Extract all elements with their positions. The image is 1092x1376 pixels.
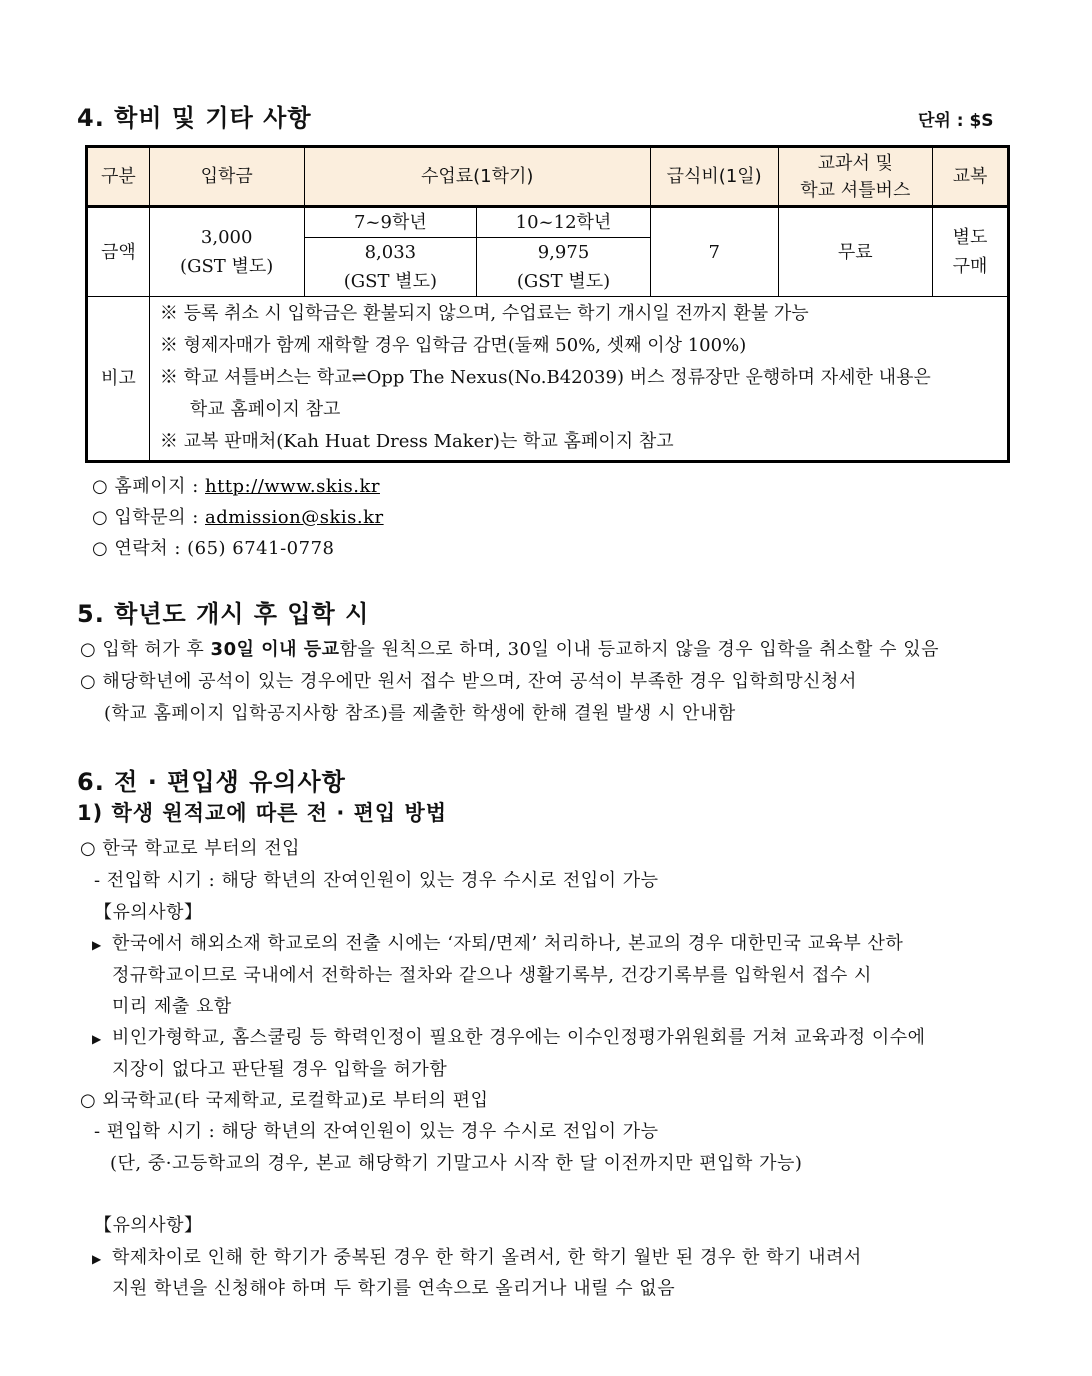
books-bus-value: 무료 [778,207,933,297]
tuition-value-10-12 [477,238,651,297]
table-row [87,207,1009,238]
bullet-triangle-icon: ▶ [92,1252,102,1266]
homepage-line [92,472,380,498]
note-line: ※ 등록 취소 시 입학금은 환불되지 않으며, 수업료는 학기 개시일 전까지 환불 가능 [159,303,809,324]
note-line: 학교 홈페이지 참고 [189,399,341,420]
section-6-title: 6. 전 · 편입생 유의사항 [77,768,346,796]
header-books-bus [778,147,933,207]
list-item: ○ 외국학교(타 국제학교, 로컬학교)로 부터의 편입 [80,1090,489,1111]
uniform-text-1: 별도 [952,227,988,248]
header-bus: 학교 셔틀버스 [800,179,911,201]
phone-line: ○ 연락처 : (65) 6741-0778 [92,538,335,559]
header-uniform: 교복 [933,147,1009,207]
homepage-link[interactable]: http://www.skis.kr [205,476,380,497]
bullet-triangle-icon: ▶ [92,938,102,952]
list-item [92,1243,862,1269]
list-item: ○ 한국 학교로 부터의 전입 [80,838,300,859]
homepage-label: ○ 홈페이지 : [92,476,205,497]
sec5-line-1-bold: 30일 이내 등교 [210,639,340,660]
admission-contact-label: ○ 입학문의 : [92,507,205,528]
meal-value: 7 [650,207,778,297]
admission-fee-note: (GST 별도) [180,256,274,277]
notes-cell [149,297,1008,462]
tuition-amount-7-9: 8,033 [364,242,417,263]
admission-email-link[interactable]: admission@skis.kr [205,507,384,528]
tuition-note-10-12: (GST 별도) [516,271,611,292]
header-category: 구분 [87,147,150,207]
sec5-line-2: ○ 해당학년에 공석이 있는 경우에만 원서 접수 받으며, 잔여 공석이 부족한 경우 입학희망신청서 [80,671,857,692]
header-meal: 급식비(1일) [650,147,778,207]
list-item [92,929,903,955]
header-tuition: 수업료(1학기) [304,147,650,207]
note-line: ※ 교복 판매처(Kah Huat Dress Maker)는 학교 홈페이지 참고 [159,431,674,452]
list-item: - 전입학 시기 : 해당 학년의 잔여인원이 있는 경우 수시로 전입이 가능 [94,870,659,891]
table-row-notes [87,297,1009,462]
sec5-line-3: (학교 홈페이지 입학공지사항 참조)를 제출한 학생에 한해 결원 발생 시 안내함 [104,703,736,724]
list-item: - 편입학 시기 : 해당 학년의 잔여인원이 있는 경우 수시로 전입이 가능 [94,1121,659,1142]
section-4-title: 4. 학비 및 기타 사항 [77,104,312,132]
tuition-amount-10-12: 9,975 [537,242,590,263]
fee-table [85,145,1010,463]
row-label-notes: 비고 [87,297,150,462]
admission-fee-cell [149,207,304,297]
row-label-amount: 금액 [87,207,150,297]
list-item: 정규학교이므로 국내에서 전학하는 절차와 같으나 생활기록부, 건강기록부를 입학원서 접수 시 [112,965,872,986]
list-item: 지원 학년을 신청해야 하며 두 학기를 연속으로 올리거나 내릴 수 없음 [112,1278,676,1299]
tuition-note-7-9: (GST 별도) [343,271,437,292]
header-books: 교과서 및 [817,152,893,174]
list-item: 미리 제출 요함 [112,996,232,1017]
list-item: 지장이 없다고 판단될 경우 입학을 허가함 [112,1059,448,1080]
tuition-grade-7-9: 7~9학년 [304,207,477,238]
list-item: 【유의사항】 [94,902,203,923]
list-item: 【유의사항】 [94,1215,203,1236]
uniform-value [933,207,1009,297]
sec5-line-1-start: ○ 입학 허가 후 [80,639,211,660]
sec5-line-1-end: 함을 원칙으로 하며, 30일 이내 등교하지 않을 경우 입학을 취소할 수 있음 [339,639,940,660]
admission-fee-value: 3,000 [200,227,253,248]
table-header-row [87,147,1009,207]
tuition-value-7-9 [304,238,477,297]
list-item [92,1023,926,1049]
bullet-triangle-icon: ▶ [92,1032,102,1046]
section-5-title: 5. 학년도 개시 후 입학 시 [77,600,370,628]
section-6-subtitle: 1) 학생 원적교에 따른 전 · 편입 방법 [77,801,448,825]
tuition-grade-10-12: 10~12학년 [477,207,651,238]
uniform-text-2: 구매 [952,256,988,277]
list-item-text: 한국에서 해외소재 학교로의 전출 시에는 ‘자퇴/면제’ 처리하나, 본교의 경우 대한민국 교육부 산하 [112,933,904,954]
unit-label: 단위 : $S [918,111,994,131]
admission-contact-line [92,503,384,529]
header-admission-fee: 입학금 [149,147,304,207]
note-line: ※ 형제자매가 함께 재학할 경우 입학금 감면(둘째 50%, 셋째 이상 100%) [159,335,747,356]
note-line: ※ 학교 셔틀버스는 학교⇌Opp The Nexus(No.B42039) 버스 정류장만 운행하며 자세한 내용은 [159,367,931,388]
list-item: (단, 중·고등학교의 경우, 본교 해당학기 기말고사 시작 한 달 이전까지만 편입학 가능) [110,1153,803,1174]
list-item-text: 비인가형학교, 홈스쿨링 등 학력인정이 필요한 경우에는 이수인정평가위원회를 거쳐 교육과정 이수에 [112,1027,926,1048]
list-item-text: 학제차이로 인해 한 학기가 중복된 경우 한 학기 올려서, 한 학기 월반 된 경우 한 학기 내려서 [112,1247,862,1268]
sec5-line-1 [80,635,939,661]
